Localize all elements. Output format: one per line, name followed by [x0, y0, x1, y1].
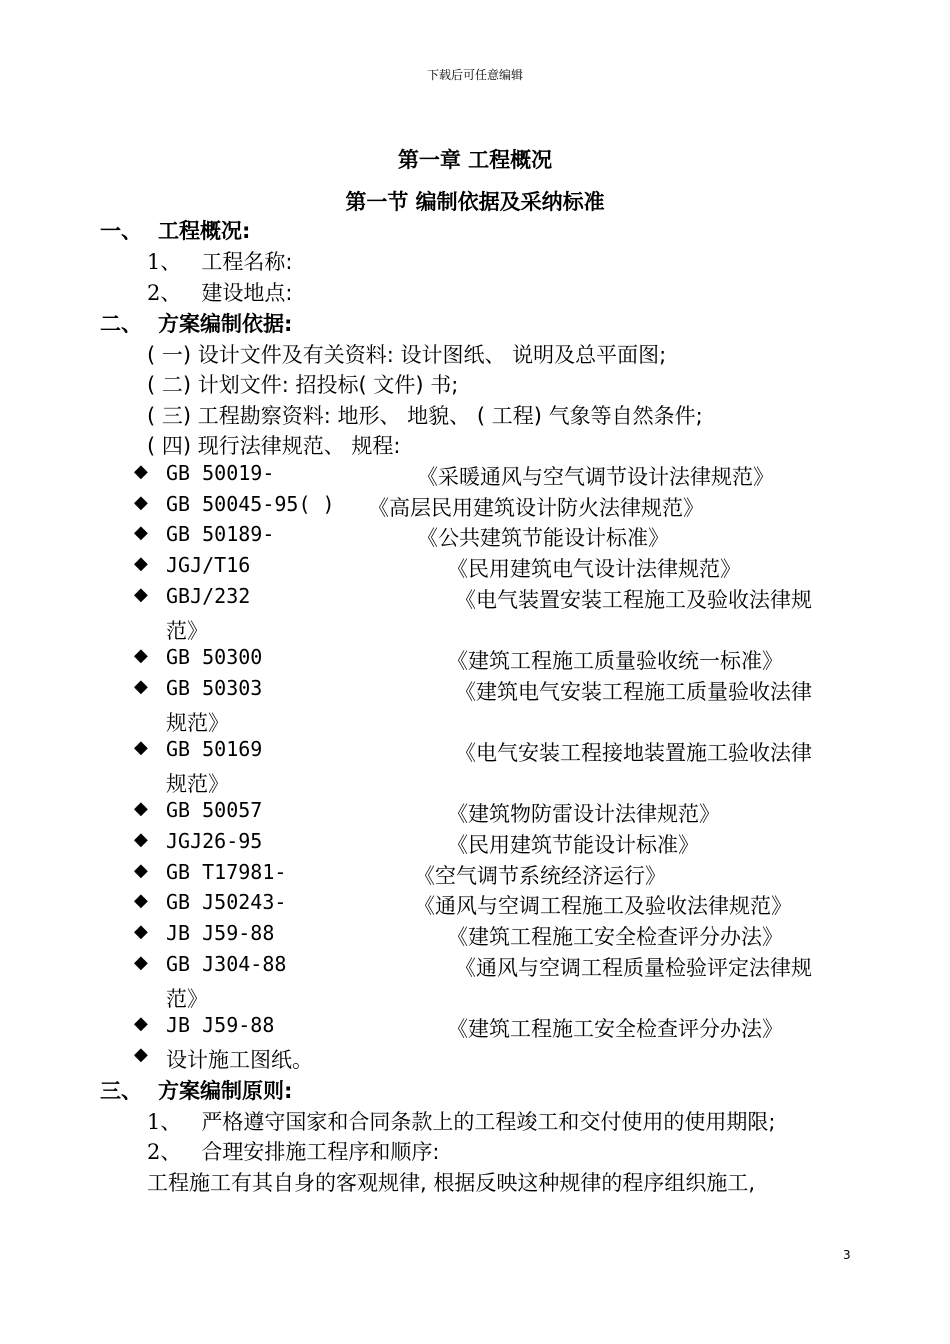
standard-title-continuation: 范》 [166, 619, 208, 643]
section-heading-text: 工程概况: [158, 219, 251, 243]
diamond-bullet-icon: ◆ [134, 584, 148, 605]
standard-title: 《建筑工程施工安全检查评分办法》 [447, 1017, 783, 1041]
standard-code: GBJ/232 [166, 584, 251, 608]
basis-item: ( 三) 工程勘察资料: 地形、 地貌、 ( 工程) 气象等自然条件; [147, 404, 703, 428]
standard-title-continuation: 范》 [166, 987, 208, 1011]
standard-code: GB J304-88 [166, 952, 287, 976]
item-number: 1、 [147, 1110, 182, 1134]
standard-title: 《民用建筑电气设计法律规范》 [447, 557, 741, 581]
standard-title: 《空气调节系统经济运行》 [414, 864, 666, 888]
standard-code: JGJ26-95 [166, 829, 263, 853]
section-title: 第一节 编制依据及采纳标准 [345, 190, 605, 214]
section-heading-text: 方案编制依据: [158, 312, 293, 336]
section-number: 一、 [100, 219, 142, 243]
item-number: 2、 [147, 281, 182, 305]
standard-title-continuation: 规范》 [166, 711, 229, 735]
section-heading-1 [100, 215, 250, 245]
diamond-bullet-icon: ◆ [134, 645, 148, 666]
diamond-bullet-icon: ◆ [134, 461, 148, 482]
standard-title: 《建筑物防雷设计法律规范》 [447, 802, 720, 826]
standard-title: 《高层民用建筑设计防火法律规范》 [368, 496, 704, 520]
overview-item [147, 277, 292, 307]
standard-code: GB 50045-95( ) [166, 492, 335, 516]
basis-item: ( 一) 设计文件及有关资料: 设计图纸、 说明及总平面图; [147, 343, 667, 367]
section-number: 三、 [100, 1079, 142, 1103]
item-text: 工程名称: [201, 250, 293, 274]
diamond-bullet-icon: ◆ [134, 798, 148, 819]
standard-code: GB 50189- [166, 522, 275, 546]
diamond-bullet-icon: ◆ [134, 860, 148, 881]
standard-title: 《通风与空调工程质量检验评定法律规 [455, 956, 812, 980]
page-header: 下载后可任意编辑 [426, 68, 523, 82]
standard-title: 《建筑工程施工安全检查评分办法》 [447, 925, 783, 949]
standard-title: 《采暖通风与空气调节设计法律规范》 [417, 465, 774, 489]
item-number: 2、 [147, 1140, 182, 1164]
overview-item [147, 246, 292, 276]
standard-code: JGJ/T16 [166, 553, 251, 577]
diamond-bullet-icon: ◆ [134, 921, 148, 942]
diamond-bullet-icon: ◆ [134, 890, 148, 911]
standard-code: GB 50019- [166, 461, 275, 485]
section-heading-3 [100, 1075, 292, 1105]
standard-code: GB 50057 [166, 798, 263, 822]
item-text: 严格遵守国家和合同条款上的工程竣工和交付使用的使用期限; [201, 1110, 776, 1134]
basis-item: ( 二) 计划文件: 招投标( 文件) 书; [147, 373, 459, 397]
standard-code: JB J59-88 [166, 1013, 275, 1037]
item-text: 建设地点: [201, 281, 293, 305]
standard-title: 《通风与空调工程施工及验收法律规范》 [414, 894, 792, 918]
page-number: 3 [843, 1248, 851, 1262]
standard-text: 设计施工图纸。 [166, 1048, 313, 1072]
standard-code: GB T17981- [166, 860, 287, 884]
chapter-title: 第一章 工程概况 [397, 148, 553, 172]
standard-code: GB J50243- [166, 890, 287, 914]
standard-title: 《电气安装工程接地装置施工验收法律 [455, 741, 812, 765]
standard-title: 《民用建筑节能设计标准》 [447, 833, 699, 857]
principle-item [147, 1106, 775, 1136]
principle-item [147, 1136, 439, 1166]
diamond-bullet-icon: ◆ [134, 952, 148, 973]
standard-code: GB 50300 [166, 645, 263, 669]
diamond-bullet-icon: ◆ [134, 1044, 148, 1065]
diamond-bullet-icon: ◆ [134, 737, 148, 758]
standard-title: 《电气装置安装工程施工及验收法律规 [455, 588, 812, 612]
standard-title: 《公共建筑节能设计标准》 [417, 526, 669, 550]
standard-title: 《建筑工程施工质量验收统一标准》 [447, 649, 783, 673]
standard-code: GB 50303 [166, 676, 263, 700]
diamond-bullet-icon: ◆ [134, 492, 148, 513]
item-text: 合理安排施工程序和顺序: [201, 1140, 440, 1164]
diamond-bullet-icon: ◆ [134, 829, 148, 850]
section-heading-text: 方案编制原则: [158, 1079, 293, 1103]
section-heading-2 [100, 308, 292, 338]
item-number: 1、 [147, 250, 182, 274]
section-number: 二、 [100, 312, 142, 336]
diamond-bullet-icon: ◆ [134, 522, 148, 543]
diamond-bullet-icon: ◆ [134, 1013, 148, 1034]
basis-item: ( 四) 现行法律规范、 规程: [147, 434, 401, 458]
body-paragraph: 工程施工有其自身的客观规律, 根据反映这种规律的程序组织施工, [147, 1171, 756, 1195]
standard-code: GB 50169 [166, 737, 263, 761]
diamond-bullet-icon: ◆ [134, 676, 148, 697]
diamond-bullet-icon: ◆ [134, 553, 148, 574]
standard-title: 《建筑电气安装工程施工质量验收法律 [455, 680, 812, 704]
standard-title-continuation: 规范》 [166, 772, 229, 796]
standard-code: JB J59-88 [166, 921, 275, 945]
